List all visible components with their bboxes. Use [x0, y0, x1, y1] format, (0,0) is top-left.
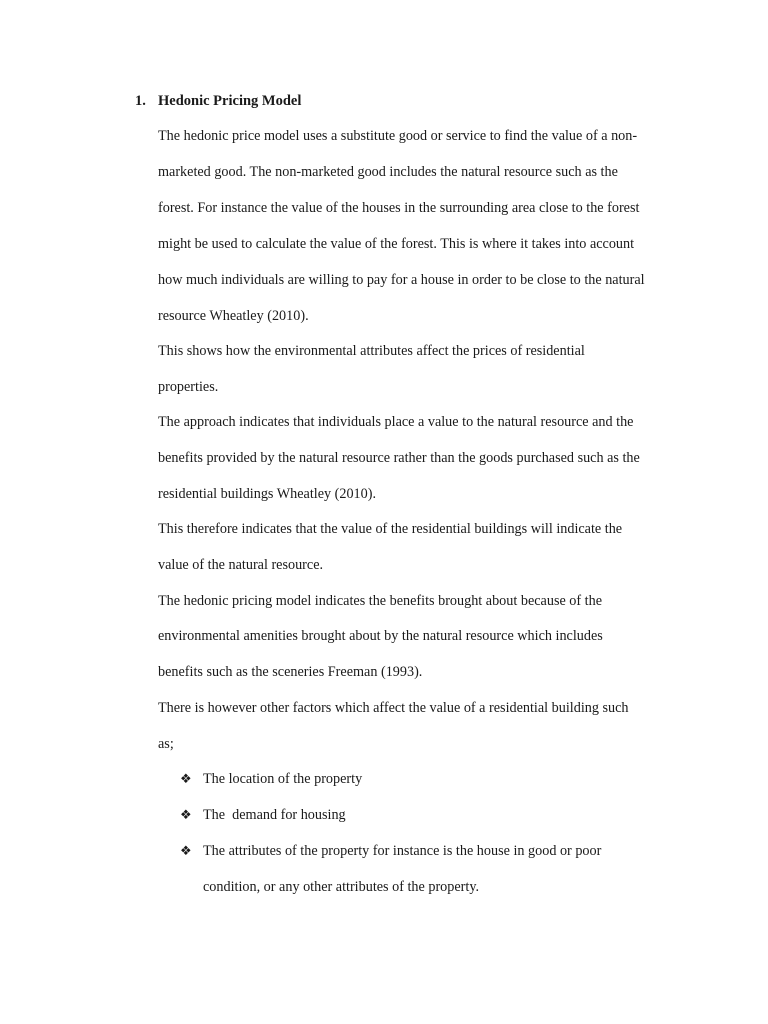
paragraph-line: The approach indicates that individuals place a value to the natural resource and the [158, 414, 634, 430]
paragraph-line: value of the natural resource. [158, 557, 324, 573]
diamond-bullet-icon: ❖ [180, 808, 192, 823]
paragraph-line: The hedonic pricing model indicates the benefits brought about because of the [158, 593, 603, 609]
paragraph-line: benefits such as the sceneries Freeman (1993). [158, 664, 423, 680]
bullet-item [180, 842, 601, 861]
paragraph-line: how much individuals are willing to pay for a house in order to be close to the natural [158, 272, 645, 288]
paragraph-line: might be used to calculate the value of the forest. This is where it takes into account [158, 236, 635, 252]
bullet-item [180, 770, 362, 789]
paragraph-line: environmental amenities brought about by the natural resource which includes [158, 628, 603, 644]
paragraph-line: marketed good. The non-marketed good includes the natural resource such as the [158, 164, 618, 180]
paragraph-line: residential buildings Wheatley (2010). [158, 486, 377, 502]
paragraph-line: The hedonic price model uses a substitute good or service to find the value of a non- [158, 128, 638, 144]
section-number: 1. [135, 93, 146, 109]
paragraph-line: benefits provided by the natural resource rather than the goods purchased such as the [158, 450, 640, 466]
section-title: Hedonic Pricing Model [158, 93, 302, 109]
paragraph-line: resource Wheatley (2010). [158, 308, 309, 324]
paragraph-line: This therefore indicates that the value of the residential buildings will indicate the [158, 521, 623, 537]
diamond-bullet-icon: ❖ [180, 772, 192, 787]
bullet-continuation: condition, or any other attributes of the property. [203, 879, 480, 895]
bullet-text: The location of the property [203, 771, 363, 787]
bullet-text: The demand for housing [203, 807, 346, 823]
paragraph-line: properties. [158, 379, 219, 395]
section-heading [135, 93, 301, 110]
paragraph-line: as; [158, 736, 174, 752]
paragraph-line: There is however other factors which affect the value of a residential building such [158, 700, 629, 716]
paragraph-line: forest. For instance the value of the houses in the surrounding area close to the forest [158, 200, 640, 216]
bullet-text: The attributes of the property for instance is the house in good or poor [203, 843, 602, 859]
paragraph-line: This shows how the environmental attributes affect the prices of residential [158, 343, 585, 359]
bullet-item [180, 806, 346, 825]
diamond-bullet-icon: ❖ [180, 844, 192, 859]
